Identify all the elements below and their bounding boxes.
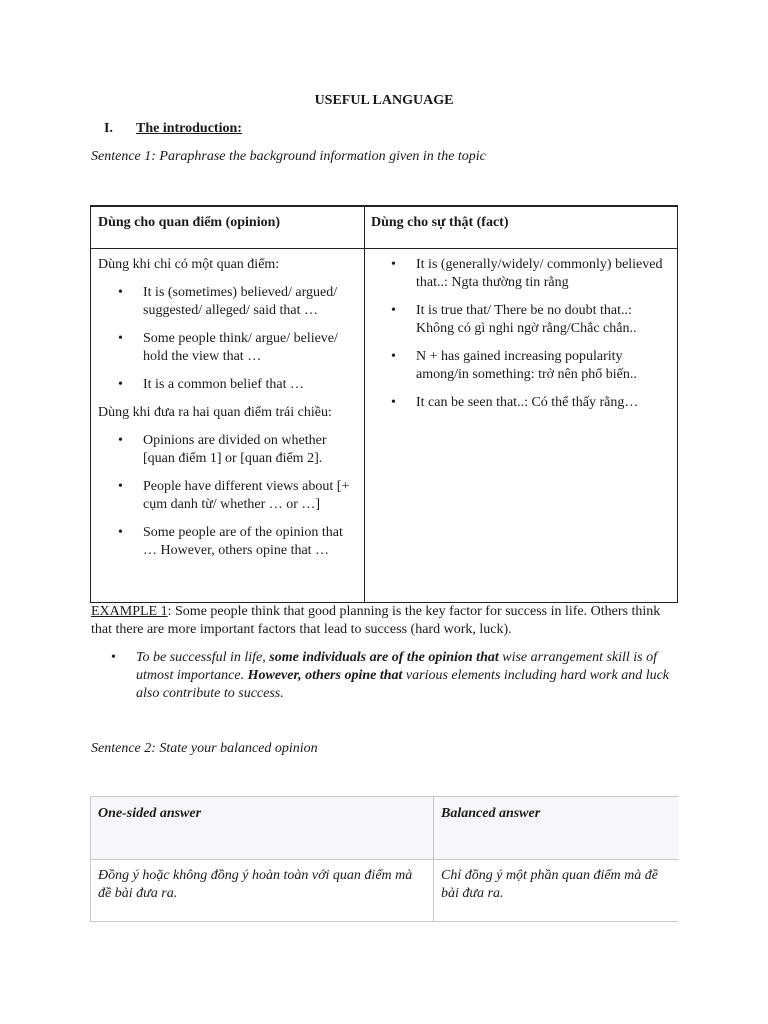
- list-item-text: It is a common belief that …: [143, 377, 304, 392]
- bullet-icon: •: [118, 525, 123, 540]
- example-label: EXAMPLE 1: [91, 604, 168, 619]
- example-text: : Some people think that good planning is the key factor for success in life. Others think that there are more important factors that lead to success (hard work, luck).: [91, 604, 661, 637]
- table-row-divider: [91, 859, 678, 860]
- page-title: USEFUL LANGUAGE: [314, 93, 454, 108]
- list-item-text: It can be seen that..: Có thể thấy rằng…: [416, 395, 639, 410]
- list-item-text: N + has gained increasing popularity among/in something: trở nên phổ biến..: [416, 349, 637, 382]
- single-opinion-list: [98, 284, 360, 394]
- list-item: [371, 394, 673, 412]
- example-bullet-part: wise arrangement skill is of utmost importance.: [136, 650, 658, 683]
- opinion-fact-table: [90, 205, 678, 603]
- list-item-text: Some people are of the opinion that … However, others opine that …: [143, 525, 343, 558]
- two-opinions-list: [98, 432, 360, 560]
- section-number: I.: [104, 121, 113, 136]
- fact-list: [371, 256, 673, 412]
- example-bullet-text: [91, 649, 671, 703]
- list-item-text: People have different views about [+ cụm danh từ/ whether … or …]: [143, 479, 350, 512]
- list-item: [98, 376, 360, 394]
- opinion-cell: [98, 256, 360, 560]
- table-header-one-sided: One-sided answer: [98, 806, 202, 821]
- bullet-icon: •: [118, 331, 123, 346]
- section-heading: [104, 120, 242, 138]
- table-header-opinion: Dùng cho quan điểm (opinion): [98, 215, 281, 230]
- list-item: [371, 302, 673, 338]
- example-paragraph: [91, 603, 671, 639]
- table-header-balanced: Balanced answer: [441, 806, 541, 821]
- sentence-2-instruction: Sentence 2: State your balanced opinion: [91, 741, 318, 756]
- bullet-icon: •: [118, 377, 123, 392]
- list-item: [98, 524, 360, 560]
- sentence-1-instruction: Sentence 1: Paraphrase the background information given in the topic: [91, 149, 486, 164]
- table-header-fact: Dùng cho sự thật (fact): [371, 215, 509, 230]
- example-bullet-bold: However, others opine that: [247, 668, 403, 683]
- example-bullet-part: various elements including hard work and luck also contribute to success.: [136, 668, 670, 701]
- bullet-icon: •: [118, 433, 123, 448]
- list-item: [98, 478, 360, 514]
- list-item: [98, 330, 360, 366]
- bullet-icon: •: [391, 349, 396, 364]
- bullet-icon: •: [118, 285, 123, 300]
- list-item: [98, 284, 360, 320]
- table-row-divider: [91, 248, 677, 249]
- bullet-icon: •: [391, 257, 396, 272]
- balanced-cell: Chỉ đồng ý một phần quan điểm mà đề bài đưa ra.: [441, 868, 658, 901]
- single-opinion-intro: Dùng khi chỉ có một quan điểm:: [98, 257, 280, 272]
- one-sided-cell: Đồng ý hoặc không đồng ý hoàn toàn với quan điểm mà đề bài đưa ra.: [98, 868, 413, 901]
- list-item: [371, 256, 673, 292]
- answer-type-table: [90, 796, 678, 922]
- fact-cell: [371, 256, 673, 412]
- list-item-text: It is (sometimes) believed/ argued/ suggested/ alleged/ said that …: [143, 285, 338, 318]
- list-item-text: It is true that/ There be no doubt that..: Không có gì nghi ngờ rằng/Chắc chắn..: [416, 303, 637, 336]
- section-heading-text: The introduction:: [136, 121, 242, 136]
- table-column-divider: [364, 207, 365, 602]
- list-item: [371, 348, 673, 384]
- bullet-icon: •: [118, 479, 123, 494]
- bullet-icon: •: [111, 650, 116, 665]
- two-opinions-intro: Dùng khi đưa ra hai quan điểm trái chiều:: [98, 405, 332, 420]
- bullet-icon: •: [391, 395, 396, 410]
- example-bullet: [91, 649, 671, 703]
- example-bullet-bold: some individuals are of the opinion that: [269, 650, 499, 665]
- list-item-text: Opinions are divided on whether [quan điểm 1] or [quan điểm 2].: [143, 433, 327, 466]
- list-item-text: It is (generally/widely/ commonly) believed that..: Ngta thường tin rằng: [416, 257, 663, 290]
- list-item-text: Some people think/ argue/ believe/ hold the view that …: [143, 331, 338, 364]
- example-bullet-part: To be successful in life,: [136, 650, 270, 665]
- bullet-icon: •: [391, 303, 396, 318]
- list-item: [98, 432, 360, 468]
